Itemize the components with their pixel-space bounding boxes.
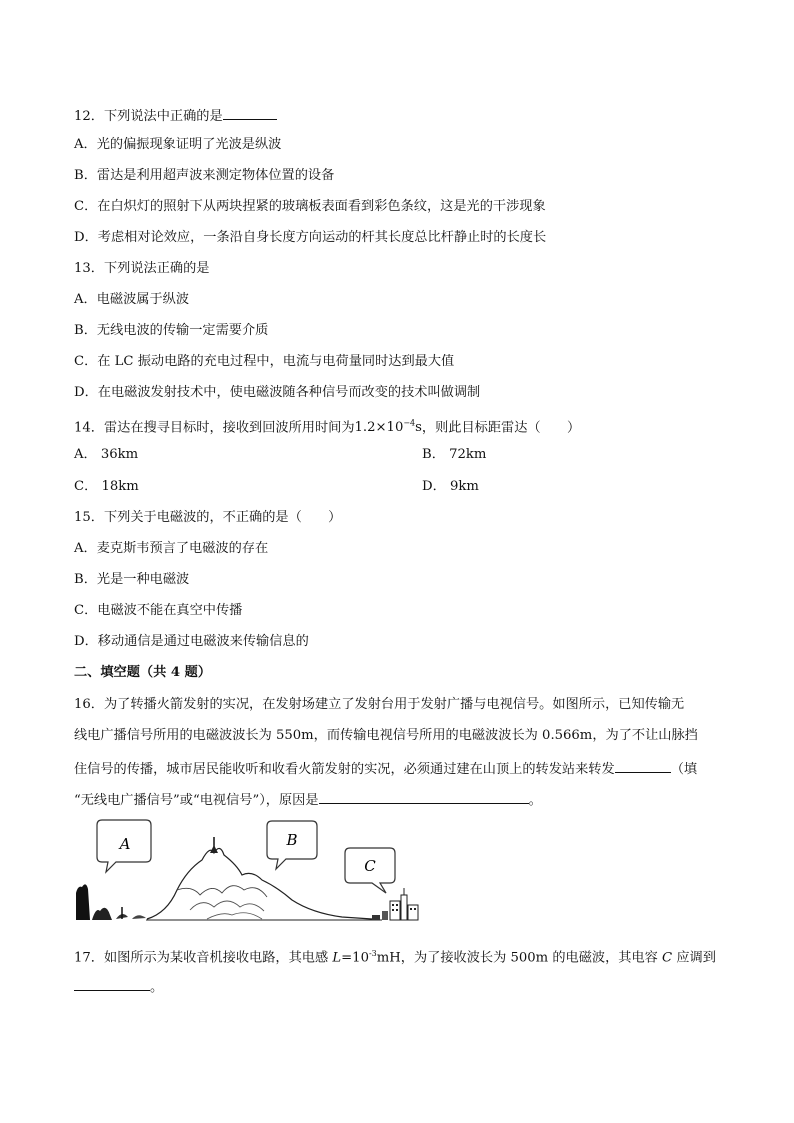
label-c: C <box>364 857 376 875</box>
q14-option-d: D． 9km <box>422 479 479 494</box>
q15-stem: 15．下列关于电磁波的，不正确的是（ ） <box>74 510 342 525</box>
q15-option-a: A．麦克斯韦预言了电磁波的存在 <box>74 541 269 556</box>
q12-option-c: C．在白炽灯的照射下从两块捏紧的玻璃板表面看到彩色条纹，这是光的干涉现象 <box>74 199 546 214</box>
q16-answer-blank-1[interactable] <box>615 758 671 773</box>
label-a: A <box>119 835 131 853</box>
q13-stem: 13．下列说法正确的是 <box>74 261 210 276</box>
q16-line-4-text: “无线电广播信号”或“电视信号”），原因是 <box>74 793 319 808</box>
q13-option-a: A．电磁波属于纵波 <box>74 292 190 307</box>
q17-text-before: 17．如图所示为某收音机接收电路，其电感 <box>74 950 333 966</box>
q13-option-d: D．在电磁波发射技术中，使电磁波随各种信号而改变的技术叫做调制 <box>74 385 481 400</box>
q14-math-unit: s <box>415 420 422 436</box>
q12-stem-text: 12．下列说法中正确的是 <box>74 109 223 124</box>
q12-stem <box>74 105 277 126</box>
q17-line-2 <box>74 976 163 997</box>
q14-stem <box>74 415 580 437</box>
q14-stem-before: 14．雷达在搜寻目标时，接收到回波所用时间为 <box>74 420 355 436</box>
q17-symbol-c: C <box>662 950 673 966</box>
q16-line-2: 线电广播信号所用的电磁波波长为 550m，而传输电视信号所用的电磁波波长为 0.566m，为了不让山脉挡 <box>74 728 698 743</box>
q12-answer-blank[interactable] <box>223 105 277 120</box>
q14-math-base: 1.2×10 <box>354 420 404 436</box>
q17-exponent: -3 <box>368 949 377 958</box>
mountain-range <box>147 837 372 919</box>
q14-option-b: B． 72km <box>422 447 487 462</box>
q17-symbol-l: L <box>332 950 342 966</box>
q16-line-4 <box>74 789 542 810</box>
speech-bubble-c <box>345 848 395 893</box>
mountain-relay-figure <box>72 815 432 930</box>
q16-line-3-end: （填 <box>670 762 698 777</box>
q17-line-2-end: 。 <box>150 980 164 995</box>
q17-text-eq: =10 <box>341 950 369 966</box>
q16-line-3 <box>74 758 697 779</box>
q13-option-b: B．无线电波的传输一定需要介质 <box>74 323 269 338</box>
label-b: B <box>286 831 298 849</box>
q16-line-4-end: 。 <box>528 793 542 808</box>
q12-option-a: A．光的偏振现象证明了光波是纵波 <box>74 137 282 152</box>
q15-option-d: D．移动通信是通过电磁波来传输信息的 <box>74 634 309 649</box>
q15-option-b: B．光是一种电磁波 <box>74 572 190 587</box>
q14-option-c: C． 18km <box>74 479 139 494</box>
q17-line-1 <box>74 945 716 967</box>
section-heading-fill-in: 二、填空题（共 4 题） <box>74 665 212 680</box>
q17-text-end: 应调到 <box>672 950 716 966</box>
q16-answer-blank-2[interactable] <box>319 789 529 804</box>
city-buildings <box>372 888 418 920</box>
q17-text-after: mH，为了接收波长为 500m 的电磁波，其电容 <box>376 950 663 966</box>
q14-options-row2 <box>74 478 479 496</box>
launch-site <box>76 884 146 920</box>
q14-math-exp: −4 <box>403 419 416 428</box>
q16-line-1: 16．为了转播火箭发射的实况，在发射场建立了发射台用于发射广播与电视信号。如图所示，已知传输无 <box>74 697 685 712</box>
speech-bubble-a <box>97 820 151 872</box>
q14-stem-math <box>355 420 422 435</box>
q14-option-a: A． 36km <box>74 447 139 462</box>
q16-line-3-text: 住信号的传播，城市居民能收听和收看火箭发射的实况，必须通过建在山顶上的转发站来转发 <box>74 762 615 777</box>
q15-option-c: C．电磁波不能在真空中传播 <box>74 603 243 618</box>
q13-option-c: C．在 LC 振动电路的充电过程中，电流与电荷量同时达到最大值 <box>74 354 455 369</box>
q14-options-row1 <box>74 446 487 464</box>
q12-option-d: D．考虑相对论效应，一条沿自身长度方向运动的杆其长度总比杆静止时的长度长 <box>74 230 547 245</box>
q12-option-b: B．雷达是利用超声波来测定物体位置的设备 <box>74 168 335 183</box>
q14-stem-after: ，则此目标距雷达（ ） <box>421 420 581 436</box>
q17-answer-blank[interactable] <box>74 976 150 991</box>
speech-bubble-b <box>267 821 317 869</box>
